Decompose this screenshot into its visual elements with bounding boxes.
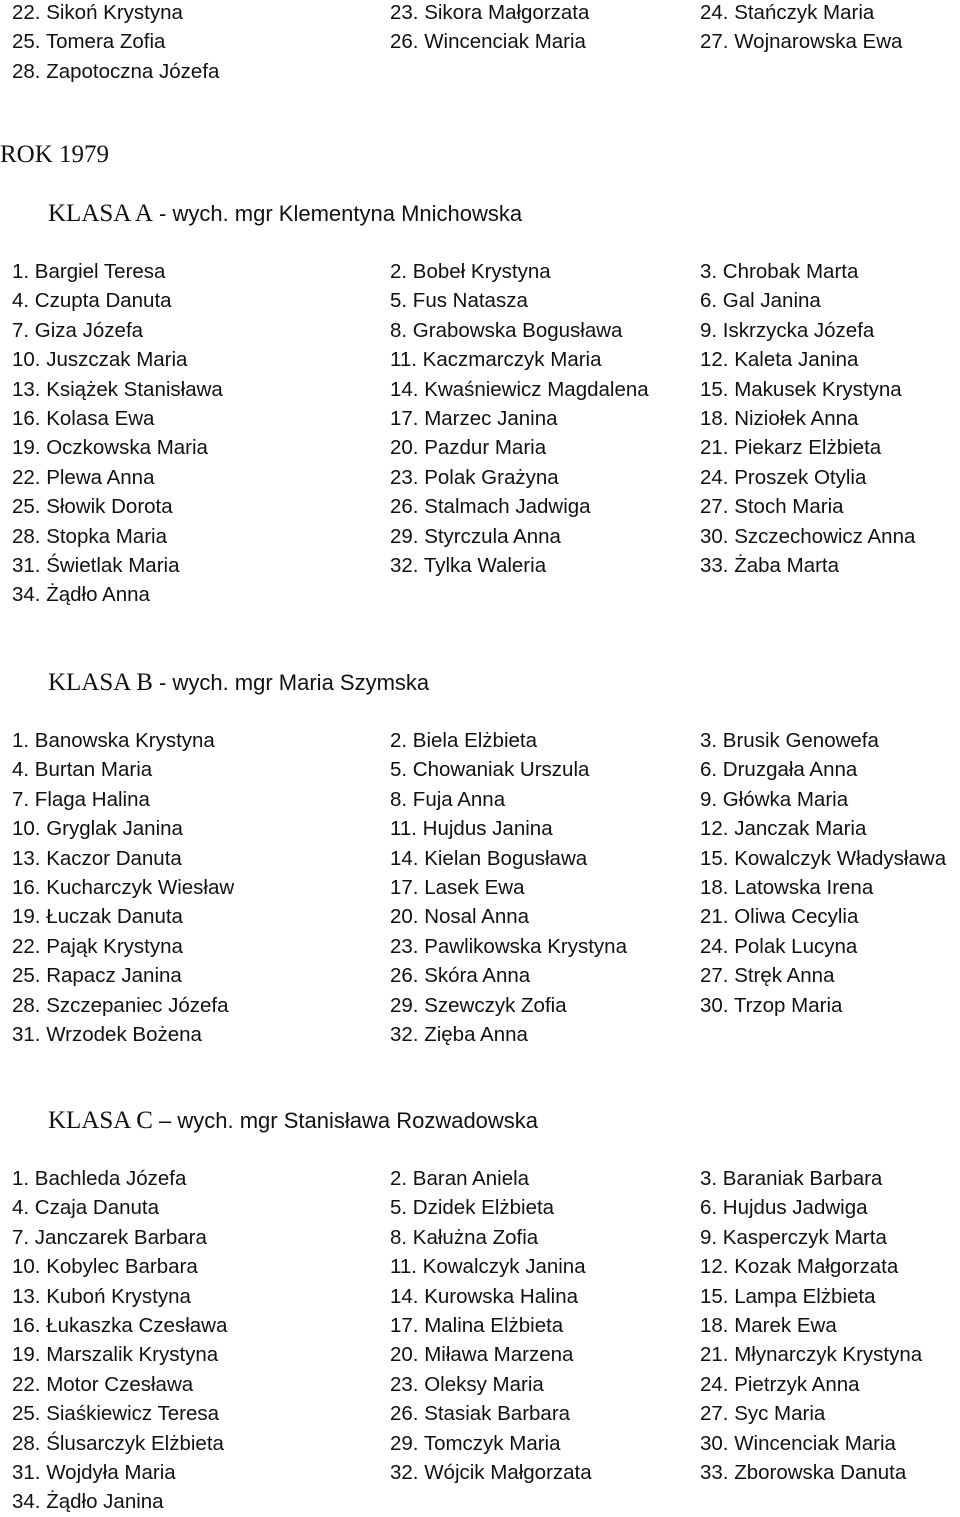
student-entry: 30. Szczechowicz Anna xyxy=(700,524,916,548)
student-entry: 14. Kwaśniewicz Magdalena xyxy=(390,377,649,401)
student-entry: 4. Burtan Maria xyxy=(12,758,153,782)
student-entry: 3. Baraniak Barbara xyxy=(700,1167,883,1190)
student-entry: 25. Siaśkiewicz Teresa xyxy=(12,1402,219,1426)
student-entry: 34. Żądło Anna xyxy=(12,583,150,607)
student-entry: 26. Wincenciak Maria xyxy=(390,30,586,54)
student-entry: 28. Zapotoczna Józefa xyxy=(12,59,220,83)
student-entry: 29. Szewczyk Zofia xyxy=(390,993,567,1017)
student-entry: 28. Szczepaniec Józefa xyxy=(12,993,229,1017)
student-entry: 9. Iskrzycka Józefa xyxy=(700,318,875,342)
student-entry: 13. Książek Stanisława xyxy=(12,377,223,401)
student-entry: 22. Pająk Krystyna xyxy=(12,934,183,958)
year-heading: ROK 1979 xyxy=(0,141,110,168)
student-entry: 26. Stalmach Jadwiga xyxy=(390,495,591,519)
student-entry: 27. Stręk Anna xyxy=(700,964,835,988)
student-entry: 9. Kasperczyk Marta xyxy=(700,1225,887,1249)
student-entry: 16. Kucharczyk Wiesław xyxy=(12,875,235,899)
student-entry: 23. Polak Grażyna xyxy=(390,465,559,489)
student-entry: 12. Kaleta Janina xyxy=(700,348,859,372)
student-entry: 4. Czaja Danuta xyxy=(12,1196,160,1220)
student-entry: 31. Wojdyła Maria xyxy=(12,1460,176,1484)
student-entry: 16. Łukaszka Czesława xyxy=(12,1313,228,1337)
student-entry: 3. Brusik Genowefa xyxy=(700,729,879,752)
student-entry: 22. Motor Czesława xyxy=(12,1372,194,1396)
student-entry: 27. Syc Maria xyxy=(700,1402,826,1426)
student-entry: 17. Malina Elżbieta xyxy=(390,1313,564,1337)
student-entry: 30. Wincenciak Maria xyxy=(700,1431,896,1455)
student-entry: 26. Stasiak Barbara xyxy=(390,1402,571,1426)
student-entry: 5. Chowaniak Urszula xyxy=(390,758,590,782)
student-entry: 25. Rapacz Janina xyxy=(12,964,182,988)
student-entry: 32. Zięba Anna xyxy=(390,1022,528,1046)
student-entry: 7. Flaga Halina xyxy=(12,787,150,811)
student-entry: 32. Wójcik Małgorzata xyxy=(390,1460,592,1484)
student-entry: 30. Trzop Maria xyxy=(700,993,843,1017)
class-a-label: KLASA A xyxy=(48,200,153,227)
class-c-teacher: – wych. mgr Stanisława Rozwadowska xyxy=(152,1108,539,1133)
student-entry: 15. Lampa Elżbieta xyxy=(700,1284,876,1308)
student-entry: 24. Stańczyk Maria xyxy=(700,1,875,24)
class-a-student-list xyxy=(0,257,960,610)
student-entry: 18. Marek Ewa xyxy=(700,1313,837,1337)
student-entry: 8. Grabowska Bogusława xyxy=(390,318,623,342)
student-entry: 18. Niziołek Anna xyxy=(700,406,859,430)
student-entry: 18. Latowska Irena xyxy=(700,875,874,899)
continued-student-list xyxy=(0,0,960,86)
student-entry: 19. Łuczak Danuta xyxy=(12,905,183,929)
class-b-label: KLASA B xyxy=(48,669,153,696)
student-entry: 31. Wrzodek Bożena xyxy=(12,1022,202,1046)
student-entry: 2. Bobeł Krystyna xyxy=(390,260,551,283)
student-entry: 11. Hujdus Janina xyxy=(390,817,553,841)
student-entry: 21. Piekarz Elżbieta xyxy=(700,436,882,460)
student-entry: 29. Tomczyk Maria xyxy=(390,1431,561,1455)
class-b-heading xyxy=(48,667,429,699)
student-entry: 14. Kurowska Halina xyxy=(390,1284,579,1308)
student-entry: 1. Bachleda Józefa xyxy=(12,1167,187,1190)
student-entry: 6. Druzgała Anna xyxy=(700,758,858,782)
student-entry: 24. Pietrzyk Anna xyxy=(700,1372,860,1396)
student-entry: 23. Oleksy Maria xyxy=(390,1372,544,1396)
student-entry: 1. Banowska Krystyna xyxy=(12,729,215,752)
student-entry: 15. Kowalczyk Władysława xyxy=(700,846,947,870)
student-entry: 21. Oliwa Cecylia xyxy=(700,905,859,929)
student-entry: 15. Makusek Krystyna xyxy=(700,377,902,401)
student-entry: 14. Kielan Bogusława xyxy=(390,846,588,870)
student-entry: 8. Kałużna Zofia xyxy=(390,1225,539,1249)
student-entry: 31. Świetlak Maria xyxy=(12,553,180,577)
student-entry: 24. Proszek Otylia xyxy=(700,465,867,489)
student-entry: 20. Nosal Anna xyxy=(390,905,530,929)
student-entry: 28. Stopka Maria xyxy=(12,524,167,548)
student-entry: 10. Gryglak Janina xyxy=(12,817,183,841)
student-entry: 24. Polak Lucyna xyxy=(700,934,858,958)
student-entry: 27. Stoch Maria xyxy=(700,495,844,519)
student-entry: 12. Kozak Małgorzata xyxy=(700,1255,899,1279)
student-entry: 19. Oczkowska Maria xyxy=(12,436,208,460)
student-entry: 23. Sikora Małgorzata xyxy=(390,1,590,24)
student-entry: 12. Janczak Maria xyxy=(700,817,867,841)
student-entry: 9. Główka Maria xyxy=(700,787,849,811)
student-entry: 7. Janczarek Barbara xyxy=(12,1225,207,1249)
student-entry: 5. Dzidek Elżbieta xyxy=(390,1196,555,1220)
student-entry: 3. Chrobak Marta xyxy=(700,260,859,283)
student-entry: 33. Zborowska Danuta xyxy=(700,1460,907,1484)
student-entry: 22. Sikoń Krystyna xyxy=(12,1,183,24)
student-entry: 22. Plewa Anna xyxy=(12,465,155,489)
student-entry: 13. Kuboń Krystyna xyxy=(12,1284,191,1308)
student-entry: 17. Lasek Ewa xyxy=(390,875,525,899)
class-a-teacher: - wych. mgr Klementyna Mnichowska xyxy=(152,201,523,226)
student-entry: 10. Kobylec Barbara xyxy=(12,1255,198,1279)
student-entry: 26. Skóra Anna xyxy=(390,964,531,988)
class-c-label: KLASA C xyxy=(48,1107,153,1134)
student-entry: 7. Giza Józefa xyxy=(12,318,144,342)
class-b-student-list xyxy=(0,726,960,1049)
student-entry: 11. Kaczmarczyk Maria xyxy=(390,348,602,372)
student-entry: 8. Fuja Anna xyxy=(390,787,506,811)
student-entry: 33. Żaba Marta xyxy=(700,553,840,577)
student-entry: 25. Słowik Dorota xyxy=(12,495,173,519)
student-entry: 5. Fus Natasza xyxy=(390,289,528,313)
student-entry: 16. Kolasa Ewa xyxy=(12,406,155,430)
student-entry: 29. Styrczula Anna xyxy=(390,524,561,548)
student-entry: 13. Kaczor Danuta xyxy=(12,846,182,870)
student-entry: 19. Marszalik Krystyna xyxy=(12,1343,219,1367)
student-entry: 25. Tomera Zofia xyxy=(12,30,166,54)
student-entry: 2. Baran Aniela xyxy=(390,1167,530,1190)
student-entry: 34. Żądło Janina xyxy=(12,1490,164,1514)
student-entry: 2. Biela Elżbieta xyxy=(390,729,538,752)
student-entry: 6. Gal Janina xyxy=(700,289,821,313)
student-entry: 28. Ślusarczyk Elżbieta xyxy=(12,1431,224,1455)
student-entry: 11. Kowalczyk Janina xyxy=(390,1255,586,1279)
class-c-student-list xyxy=(0,1164,960,1517)
class-c-heading xyxy=(48,1105,538,1137)
student-entry: 6. Hujdus Jadwiga xyxy=(700,1196,868,1220)
student-entry: 4. Czupta Danuta xyxy=(12,289,172,313)
student-entry: 20. Pazdur Maria xyxy=(390,436,547,460)
student-entry: 23. Pawlikowska Krystyna xyxy=(390,934,627,958)
student-entry: 21. Młynarczyk Krystyna xyxy=(700,1343,923,1367)
student-entry: 32. Tylka Waleria xyxy=(390,553,547,577)
student-entry: 10. Juszczak Maria xyxy=(12,348,188,372)
student-entry: 27. Wojnarowska Ewa xyxy=(700,30,903,54)
student-entry: 20. Miława Marzena xyxy=(390,1343,574,1367)
class-a-heading xyxy=(48,198,522,230)
student-entry: 1. Bargiel Teresa xyxy=(12,260,166,283)
class-b-teacher: - wych. mgr Maria Szymska xyxy=(152,670,430,695)
student-entry: 17. Marzec Janina xyxy=(390,406,558,430)
